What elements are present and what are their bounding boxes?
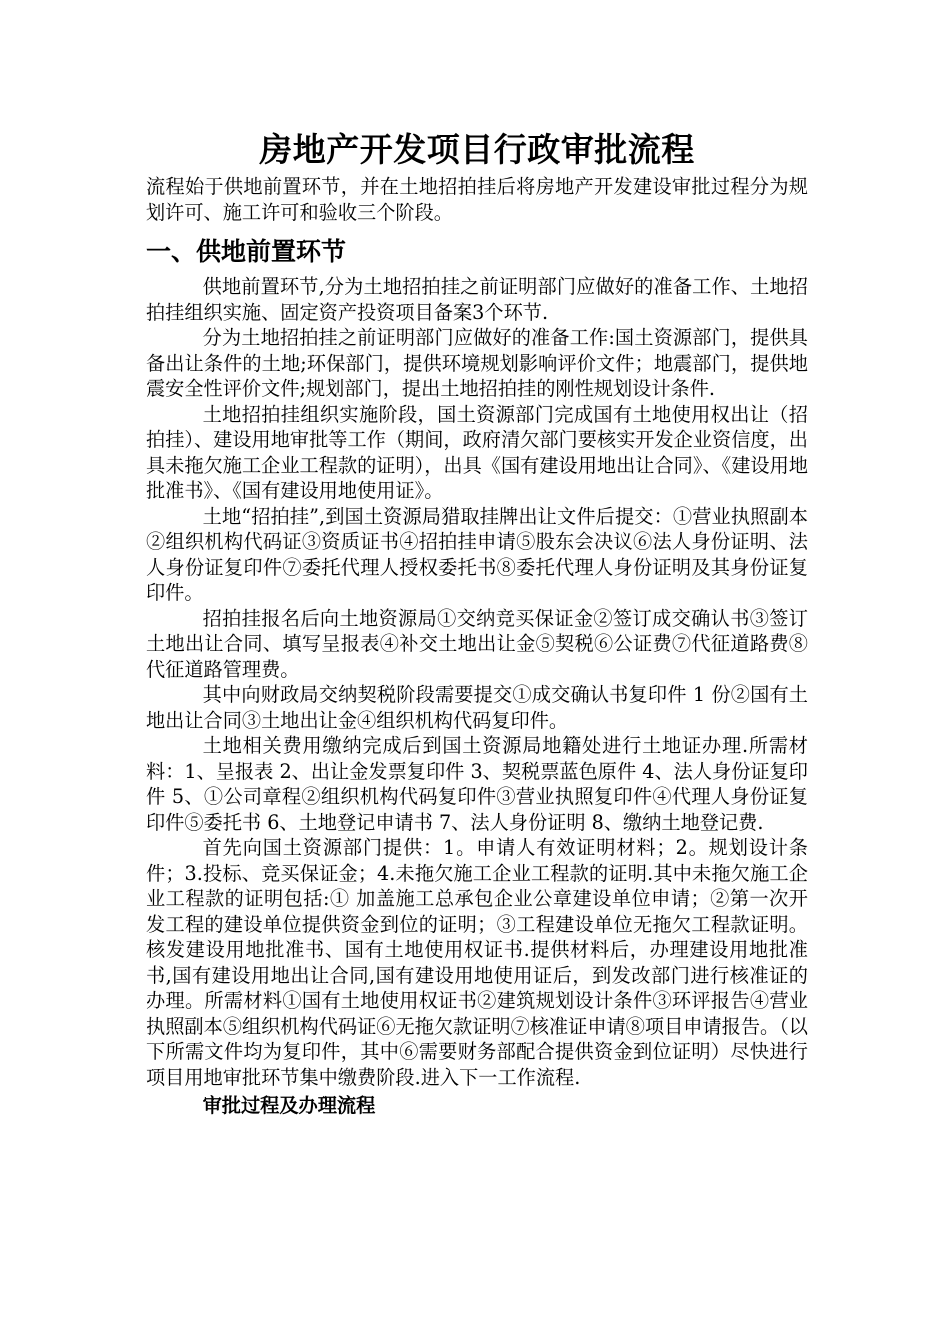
paragraph: 供地前置环节,分为土地招拍挂之前证明部门应做好的准备工作、土地招拍挂组织实施、固定资产投资项目备案3个环节.	[146, 275, 808, 324]
paragraph: 土地“招拍挂”,到国土资源局猎取挂牌出让文件后提交：①营业执照副本②组织机构代码证③资质证书④招拍挂申请⑤股东会决议⑥法人身份证明、法人身份证复印件⑦委托代理人授权委托书⑧委托代理人身份证明及其身份证复印件。	[146, 504, 808, 604]
paragraph: 土地招拍挂组织实施阶段，国土资源部门完成国有土地使用权出让（招拍挂）、建设用地审批等工作（期间，政府清欠部门要核实开发企业资信度，出具未拖欠施工企业工程款的证明），出具《国有建设用地出让合同》、《建设用地批准书》、《国有建设用地使用证》。	[146, 402, 808, 502]
document-title: 房地产开发项目行政审批流程	[259, 130, 695, 169]
paragraph: 土地相关费用缴纳完成后到国土资源局地籍处进行土地证办理.所需材料：1、呈报表 2、出让金发票复印件 3、契税票蓝色原件 4、法人身份证复印件 5、①公司章程②组织机构代码复印件③营业执照复印件④代理人身份证复印件⑤委托书 6、土地登记申请书 7、法人身份证明 8、缴纳土地登记费.	[146, 734, 808, 834]
paragraph: 首先向国土资源部门提供：1。申请人有效证明材料；2。规划设计条件；3.投标、竞买保证金；4.未拖欠施工企业工程款的证明.其中未拖欠施工企业工程款的证明包括:① 加盖施工总承包企业公章建设单位申请；②第一次开发工程的建设单位提供资金到位的证明；③工程建设单位无拖欠工程款证明。核发建设用地批准书、国有土地使用权证书.提供材料后，办理建设用地批准书,国有建设用地出让合同,国有建设用地使用证后，到发改部门进行核准证的办理。所需材料①国有土地使用权证书②建筑规划设计条件③环评报告④营业执照副本⑤组织机构代码证⑥无拖欠款证明⑦核准证申请⑧项目申请报告。（以下所需文件均为复印件，其中⑥需要财务部配合提供资金到位证明）尽快进行项目用地审批环节集中缴费阶段.进入下一工作流程.	[146, 836, 808, 1089]
subheading: 审批过程及办理流程	[202, 1094, 376, 1117]
paragraph: 分为土地招拍挂之前证明部门应做好的准备工作:国土资源部门，提供具备出让条件的土地;环保部门，提供环境规划影响评价文件；地震部门，提供地震安全性评价文件;规划部门，提出土地招拍挂的刚性规划设计条件.	[146, 326, 808, 400]
intro-paragraph: 流程始于供地前置环节，并在土地招拍挂后将房地产开发建设审批过程分为规划许可、施工许可和验收三个阶段。	[146, 175, 808, 224]
paragraph: 招拍挂报名后向土地资源局①交纳竞买保证金②签订成交确认书③签订土地出让合同、填写呈报表④补交土地出让金⑤契税⑥公证费⑦代征道路费⑧代征道路管理费。	[146, 606, 808, 681]
paragraph: 其中向财政局交纳契税阶段需要提交①成交确认书复印件 1 份②国有土地出让合同③土地出让金④组织机构代码复印件。	[146, 683, 808, 732]
document-page	[146, 128, 808, 1120]
section-heading: 一、供地前置环节	[146, 237, 347, 266]
